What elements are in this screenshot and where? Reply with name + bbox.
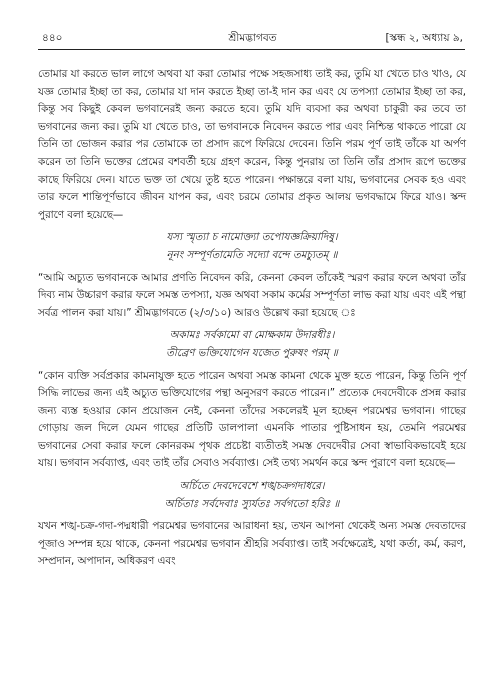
paragraph-2: “আমি অচ্যুত ভগবানকে আমার প্রণতি নিবেদন করি, কেননা কেবল তাঁকেই স্মরণ করার ফলে অথবা তাঁর দিব্য নাম উচ্চারণ করার ফলে সমস্ত তপস্যা, যজ্ঞ অথবা সকাম কর্মের সম্পূর্ণতা লাভ করা যায় এবং এই পন্থা সর্বত্র পালন করা যায়।” শ্রীমদ্ভাগবতে (২/৩/১০) আরও উল্লেখ করা হয়েছে ঃ xyxy=(38,271,466,319)
paragraph-1: তোমার যা করতে ভাল লাগে অথবা যা করা তোমার পক্ষে সহজসাধ্য তাই কর, তুমি যা খেতে চাও খাও, যে যজ্ঞ তোমার ইচ্ছা তা কর, তোমার যা দান করতে ইচ্ছা তা-ই দান কর এবং যে তপস্যা তোমার ইচ্ছা তা কর, কিন্তু সব কিছুই কেবল ভগবানেরই জন্য করতে হবে। তুমি যদি ব্যবসা কর অথবা চাকুরী কর তবে তা ভগবানের জন্য কর। তুমি যা খেতে চাও, তা ভগবানকে নিবেদন করতে পার এবং নিশ্চিন্ত থাকতে পারো যে তিনি তা ভোজন করার পর তোমাকে তা প্রসাদ রূপে ফিরিয়ে দেবেন। তিনি পরম পূর্ণ তাই তাঁকে যা অর্পণ করেন তা তিনি ভক্তের প্রেমের বশবর্তী হয়ে গ্রহণ করেন, কিন্তু পুনরায় তা তিনি তাঁর প্রসাদ রূপে ভক্তের কাছে ফিরিয়ে দেন। যাতে ভক্ত তা খেয়ে তুষ্ট হতে পারেন। পক্ষান্তরে বলা যায়, ভগবানের সেবক হও এবং তার ফলে শান্তিপূর্ণভাবে জীবন যাপন কর, এবং চরমে তোমার প্রকৃত আলয় ভগবদ্ধামে ফিরে যাও। স্কন্দ পুরাণে বলা হয়েছে— xyxy=(38,68,466,221)
header-divider xyxy=(38,49,465,50)
paragraph-3: “কোন ব্যক্তি সর্বপ্রকার কামনাযুক্ত হতে পারেন অথবা সমস্ত কামনা থেকে মুক্ত হতে পারেন, কিন্তু তিনি পূর্ণ সিদ্ধি লাভের জন্য এই অচ্যুত ভক্তিযোগের পন্থা অনুসরণ করতে পারেন।” প্রত্যেক দেবদেবীকে প্রসন্ন করার জন্য ব্যস্ত হওয়ার কোন প্রয়োজন নেই, কেননা তাঁদের সকলেরই মূল হচ্ছেন পরমেশ্বর ভগবান। গাছের গোড়ায় জল দিলে যেমন গাছের প্রতিটি ডালপালা এমনকি পাতার পুষ্টিসাধন হয়, তেমনি পরমেশ্বর ভগবানের সেবা করার ফলে কোনরকম পৃথক প্রচেষ্টা ব্যতীতই সমস্ত দেবদেবীর সেবা স্বাভাবিকভাবেই হয়ে যায়। ভগবান সর্বব্যাপ্ত, এবং তাই তাঁর সেবাও সর্বব্যাপ্ত। সেই তথ্য সমর্থন করে স্কন্দ পুরাণে বলা হয়েছে— xyxy=(38,369,466,470)
page-number: ৪৪০ xyxy=(42,32,63,44)
verse-1-line-2: নূনং সম্পূর্ণতামেতি সদ্যো বন্দে তমচ্যুতম্ ॥ xyxy=(166,248,338,261)
verse-2 xyxy=(38,327,466,362)
book-title: শ্রীমদ্ভাগবত xyxy=(228,32,277,44)
verse-3-line-1: অর্চিতে দেবদেবেশে শঙ্খচক্রগদাধরে। xyxy=(179,480,325,493)
verse-2-line-1: অকামঃ সর্বকামো বা মোক্ষকাম উদারধীঃ। xyxy=(169,329,335,342)
verse-3 xyxy=(38,478,466,513)
verse-2-line-2: তীব্রেণ ভক্তিযোগেন যজেত পুরুষং পরম্ ॥ xyxy=(166,346,338,359)
canto-chapter-reference: [স্কন্ধ ২, অধ্যায় ৯, xyxy=(385,32,463,44)
page-header xyxy=(42,30,463,46)
verse-1 xyxy=(38,229,466,264)
verse-1-line-1: যস্য স্মৃত্যা চ নামোক্ত্যা তপোযজ্ঞক্রিয়াদিষু। xyxy=(166,231,338,244)
page-body xyxy=(38,66,466,571)
paragraph-4: যখন শঙ্খ-চক্র-গদা-পদ্মধারী পরমেশ্বর ভগবানের আরাধনা হয়, তখন আপনা থেকেই অন্য সমস্ত দেবতাদের পূজাও সম্পন্ন হয়ে থাকে, কেননা পরমেশ্বর ভগবান শ্রীহরি সর্বব্যাপ্ত। তাই সর্বক্ষেত্রেই, যথা কর্তা, কর্ম, করণ, সম্প্রদান, অপাদান, অধিকরণ এবং xyxy=(38,520,466,568)
verse-3-line-2: অর্চিতাঃ সর্বদেবাঃ স্যুর্যতঃ সর্বগতো হরিঃ ॥ xyxy=(164,497,340,510)
